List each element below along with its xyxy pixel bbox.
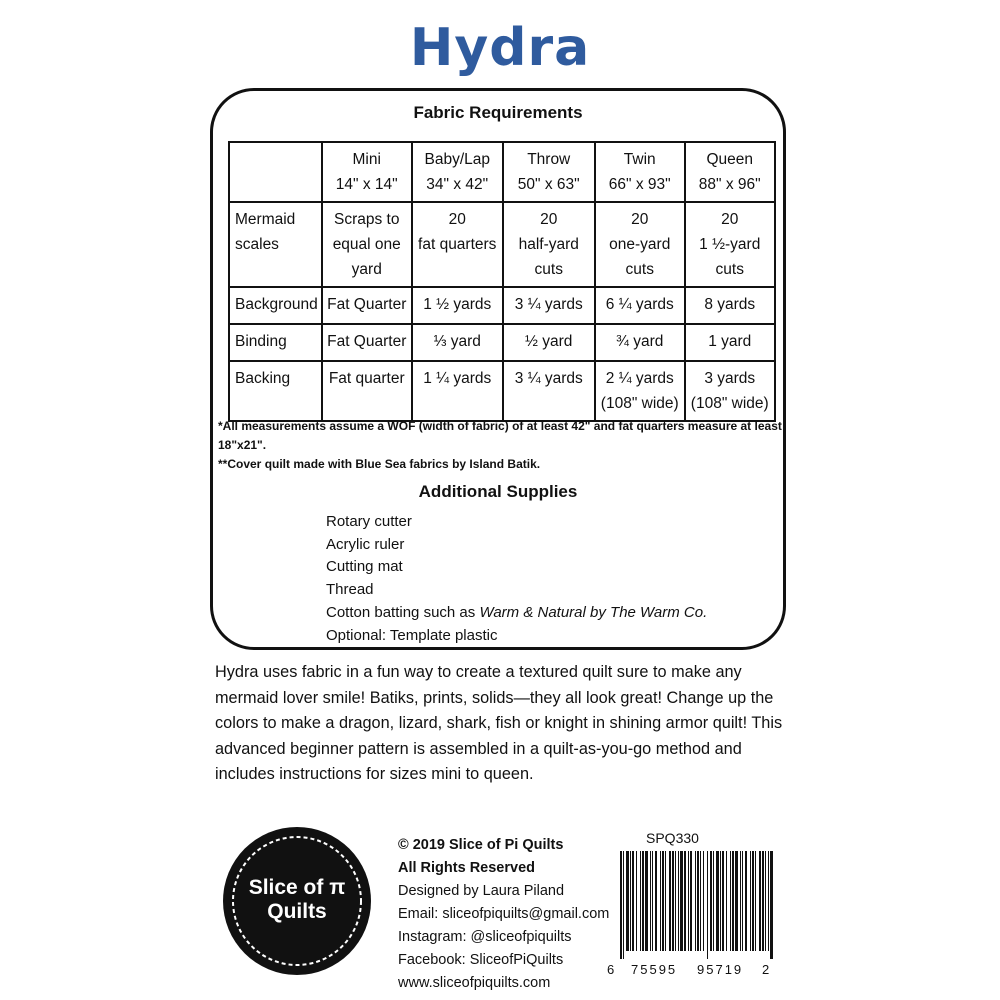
barcode-bar: [750, 851, 751, 951]
cell-line: 20: [540, 211, 558, 228]
barcode-bar: [684, 851, 686, 951]
barcode-bar: [688, 851, 689, 951]
table-cell: 8 yards: [685, 287, 775, 324]
table-cell: ⅓ yard: [412, 324, 503, 361]
row-label: Background: [229, 287, 322, 324]
row-label: [229, 202, 322, 287]
row-label: Binding: [229, 324, 322, 361]
cell-line: half-yard: [518, 236, 579, 253]
table-cell: 3 ¼ yards: [503, 361, 595, 421]
column-size: 14" x 14": [335, 176, 398, 193]
rights-text: All Rights Reserved: [398, 860, 535, 876]
barcode-bar: [655, 851, 657, 951]
barcode-bar: [652, 851, 653, 951]
copyright-text: © 2019 Slice of Pi Quilts: [398, 837, 564, 853]
row-label: Backing: [229, 361, 322, 421]
column-size: 66" x 93": [608, 176, 671, 193]
barcode-bar: [680, 851, 683, 951]
barcode-bar: [713, 851, 714, 951]
barcode-bar: [759, 851, 761, 951]
table-column-header: [412, 142, 503, 202]
instagram-text: Instagram: @sliceofpiquilts: [398, 929, 572, 945]
table-cell: ½ yard: [503, 324, 595, 361]
barcode-bar: [669, 851, 671, 951]
table-column-header: [595, 142, 685, 202]
table-cell: Fat Quarter: [322, 287, 412, 324]
cell-line: Scraps to: [333, 211, 400, 228]
barcode-bar: [626, 851, 629, 951]
barcode-bar: [768, 851, 769, 951]
barcode-bar: [620, 851, 622, 959]
barcode-bar: [742, 851, 743, 951]
barcode-digit-first: 6: [607, 962, 615, 977]
pattern-description: Hydra uses fabric in a fun way to create a textured quilt sure to make any mermaid lover smile! Batiks, prints, solids—they all look great! Change up the colors to make a dragon, lizard, shark, fish or knight in shining armor quilt! This advanced beginner pattern is assembled in a quilt-as-you-go method and includes instructions for sizes mini to queen.: [215, 663, 783, 783]
cell-line: cuts: [625, 261, 654, 278]
list-item: [326, 602, 707, 625]
barcode-bar: [642, 851, 644, 951]
barcode-bar: [645, 851, 648, 951]
list-item: Cutting mat: [326, 558, 403, 576]
column-size: 88" x 96": [698, 176, 761, 193]
email-text: Email: sliceofpiquilts@gmail.com: [398, 906, 610, 922]
table-cell: [685, 361, 775, 421]
cell-line: 20: [631, 211, 649, 228]
cell-line: 3 yards: [704, 370, 756, 387]
table-cell: Fat Quarter: [322, 324, 412, 361]
requirements-panel: [210, 88, 786, 650]
logo-wordmark: [222, 876, 372, 924]
upc-barcode: [618, 851, 776, 961]
barcode-bar: [650, 851, 651, 951]
pattern-title: Hydra: [409, 18, 591, 78]
barcode-bar: [660, 851, 661, 951]
barcode-bar: [640, 851, 641, 951]
cell-line: (108" wide): [690, 395, 769, 412]
barcode-digits-left: 75595: [631, 962, 678, 977]
website-text: www.sliceofpiquilts.com: [398, 975, 551, 991]
barcode-bar: [765, 851, 766, 951]
barcode-bar: [700, 851, 701, 951]
barcode-digit-last: 2: [762, 962, 770, 977]
table-footnotes: [218, 417, 783, 474]
column-name: Queen: [706, 151, 753, 168]
column-size: 34" x 42": [426, 176, 489, 193]
list-item-text: Cotton batting such as: [326, 603, 480, 621]
additional-supplies-heading: Additional Supplies: [418, 482, 578, 501]
barcode-bar: [623, 851, 624, 959]
column-name: Twin: [623, 151, 656, 168]
barcode-bar: [710, 851, 712, 951]
barcode-bar: [745, 851, 747, 951]
barcode-bar: [678, 851, 679, 951]
barcode-bar: [735, 851, 738, 951]
barcode-bar: [662, 851, 664, 951]
table-row-backing: [229, 361, 775, 421]
row-label-line: scales: [235, 236, 279, 253]
table-row-background: [229, 287, 775, 324]
barcode-bar: [675, 851, 676, 951]
column-name: Mini: [352, 151, 381, 168]
table-column-header: [685, 142, 775, 202]
barcode-bar: [707, 851, 708, 959]
table-cell: [595, 202, 685, 287]
logo-line-2: Quilts: [267, 900, 327, 923]
barcode-bar: [632, 851, 634, 951]
supplies-list: [326, 511, 707, 647]
table-cell: 1 ¼ yards: [412, 361, 503, 421]
fabric-requirements-heading: Fabric Requirements: [413, 103, 583, 122]
barcode-bar: [690, 851, 692, 951]
cell-line: 1 ½-yard: [699, 236, 761, 253]
table-cell: [595, 361, 685, 421]
barcode-bar: [636, 851, 637, 951]
barcode-bar: [630, 851, 631, 951]
table-cell: [322, 202, 412, 287]
barcode-bar: [755, 851, 756, 951]
column-size: 50" x 63": [517, 176, 580, 193]
sku-label: SPQ330: [646, 830, 699, 846]
barcode-bar: [770, 851, 773, 959]
table-header-row: [229, 142, 775, 202]
barcode-bar: [722, 851, 724, 951]
barcode-bar: [697, 851, 699, 951]
barcode-bar: [762, 851, 764, 951]
table-row-binding: [229, 324, 775, 361]
cell-line: one-yard: [609, 236, 671, 253]
barcode-bar: [730, 851, 731, 951]
list-item-brand: Warm & Natural by The Warm Co.: [479, 603, 708, 621]
barcode-bar: [732, 851, 734, 951]
column-name: Baby/Lap: [424, 151, 490, 168]
table-cell: [685, 202, 775, 287]
table-cell: 1 ½ yards: [412, 287, 503, 324]
column-name: Throw: [527, 151, 571, 168]
cell-line: equal one: [332, 236, 401, 253]
table-corner-cell: [229, 142, 322, 202]
cell-line: (108" wide): [600, 395, 679, 412]
barcode-bar: [672, 851, 674, 951]
cell-line: yard: [351, 261, 382, 278]
table-row-mermaid-scales: [229, 202, 775, 287]
table-column-header: [503, 142, 595, 202]
list-item: Thread: [326, 581, 374, 599]
barcode-digits-right: 95719: [697, 962, 744, 977]
cell-line: fat quarters: [418, 236, 497, 253]
logo-line-1: Slice of π: [248, 876, 346, 899]
list-item: Optional: Template plastic: [326, 626, 498, 644]
table-cell: Fat quarter: [322, 361, 412, 421]
table-cell: 1 yard: [685, 324, 775, 361]
table-cell: ¾ yard: [595, 324, 685, 361]
table-cell: [503, 202, 595, 287]
designer-text: Designed by Laura Piland: [398, 883, 565, 899]
barcode-bar: [720, 851, 721, 951]
list-item: Acrylic ruler: [326, 535, 405, 553]
barcode-bar: [752, 851, 754, 951]
barcode-bar: [665, 851, 666, 951]
footnote: **Cover quilt made with Blue Sea fabrics by Island Batik.: [218, 457, 541, 471]
footnote: *All measurements assume a WOF (width of fabric) of at least 42" and fat quarters measure at least 18"x21".: [218, 419, 782, 452]
fabric-requirements-table: [228, 141, 776, 422]
barcode-bar: [703, 851, 704, 951]
list-item: Rotary cutter: [326, 513, 412, 530]
table-cell: 3 ¼ yards: [503, 287, 595, 324]
cell-line: 20: [448, 211, 466, 228]
cell-line: cuts: [534, 261, 563, 278]
cell-line: 2 ¼ yards: [605, 370, 674, 387]
table-cell: [412, 202, 503, 287]
facebook-text: Facebook: SliceofPiQuilts: [398, 952, 564, 968]
row-label-line: Mermaid: [235, 211, 296, 228]
barcode-bar: [716, 851, 719, 951]
table-cell: 6 ¼ yards: [595, 287, 685, 324]
barcode-bar: [740, 851, 741, 951]
cell-line: 20: [721, 211, 739, 228]
cell-line: cuts: [715, 261, 744, 278]
publisher-info: [398, 834, 609, 995]
barcode-bar: [726, 851, 727, 951]
table-column-header: [322, 142, 412, 202]
barcode-bar: [695, 851, 696, 951]
